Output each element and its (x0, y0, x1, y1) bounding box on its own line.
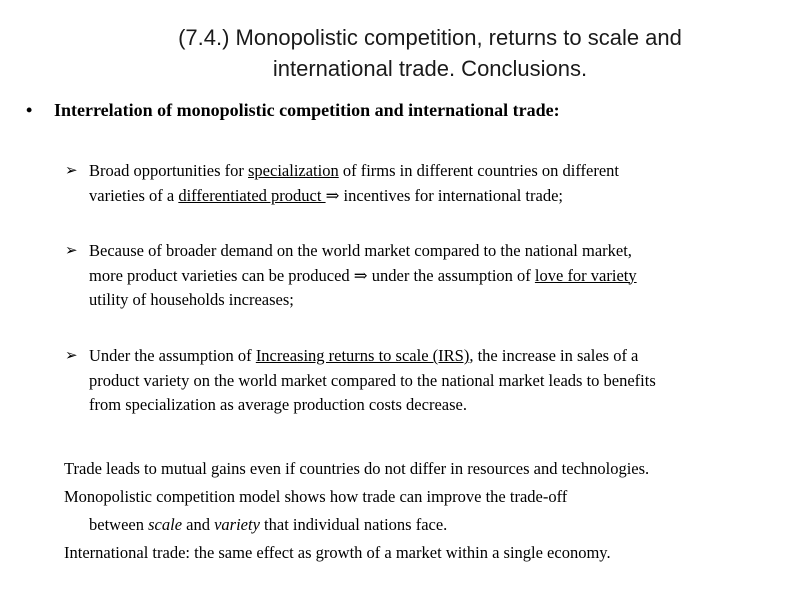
list-item-text: Broad opportunities for specialization of firms in different countries on different varieties of a differentiated product ⇒ incentives for international trade; (89, 161, 620, 205)
italic-term: variety (214, 515, 260, 534)
arrow-bullet-icon: ➢ (65, 348, 78, 364)
list-item (65, 239, 795, 313)
conclusion-line: Trade leads to mutual gains even if countries do not differ in resources and technologies. (64, 459, 650, 478)
bullet-icon: • (26, 100, 33, 120)
slide-title (60, 22, 800, 84)
conclusion-line: International trade: the same effect as growth of a market within a single economy. (64, 543, 611, 562)
list-item-text: Because of broader demand on the world market compared to the national market, more product varieties can be produced ⇒ under the assumption of love for variety utility of households increases; (89, 241, 637, 309)
arrow-bullet-icon: ➢ (65, 243, 78, 259)
italic-term: scale (148, 515, 183, 534)
underlined-term: love for variety (534, 265, 637, 285)
list-item-text: Under the assumption of Increasing returns to scale (IRS), the increase in sales of a product variety on the world market compared to the national market leads to benefits from specialization as average production costs decrease. (89, 346, 656, 414)
underlined-term: specialization (248, 161, 339, 180)
conclusion-line: Monopolistic competition model shows how trade can improve the trade-off (64, 487, 568, 506)
conclusion-line: between scale and variety that individual nations face. (89, 515, 448, 534)
slide-title-line-1: (7.4.) Monopolistic competition, returns to scale and (178, 25, 682, 50)
arrow-bullet-icon: ➢ (65, 163, 78, 179)
list-item (65, 159, 795, 208)
section-heading-text: Interrelation of monopolistic competition and international trade: (54, 100, 560, 120)
section-heading (26, 97, 560, 123)
underlined-term: differentiated product (178, 185, 326, 205)
slide-title-line-2: international trade. Conclusions. (272, 56, 588, 81)
underlined-term: Increasing returns to scale (IRS) (255, 346, 470, 365)
list-item (65, 344, 795, 418)
